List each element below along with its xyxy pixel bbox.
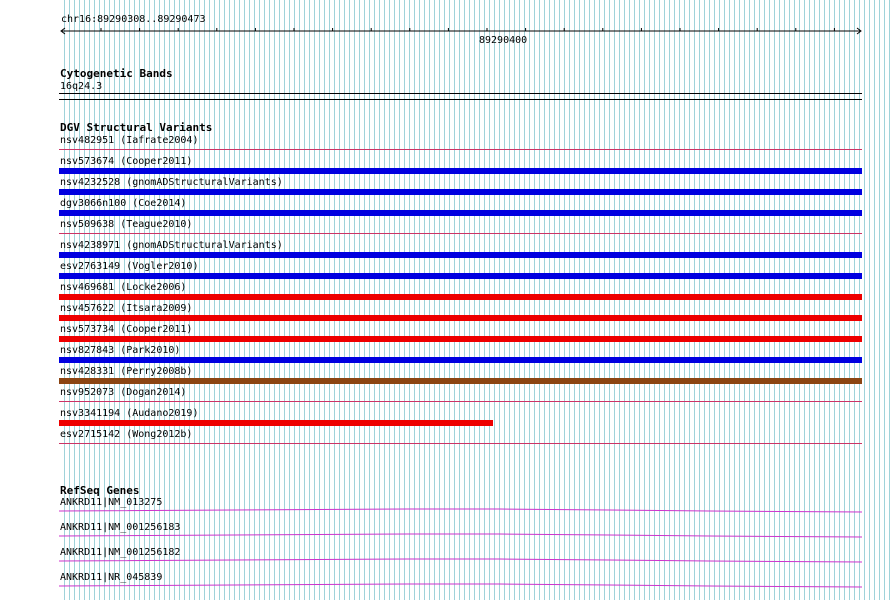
- cytoband-track-title[interactable]: Cytogenetic Bands: [60, 67, 173, 80]
- refseq-gene-label[interactable]: ANKRD11|NM_013275: [60, 497, 163, 508]
- dgv-variant-bar[interactable]: [59, 273, 862, 279]
- dgv-variant-label[interactable]: nsv573734 (Cooper2011): [60, 324, 193, 335]
- dgv-variant-bar[interactable]: [59, 294, 862, 300]
- dgv-variant-bar[interactable]: [59, 315, 862, 321]
- dgv-variant-label[interactable]: nsv428331 (Perry2008b): [60, 366, 193, 377]
- refseq-gene-model[interactable]: [59, 531, 862, 545]
- dgv-variant-label[interactable]: nsv4232528 (gnomADStructuralVariants): [60, 177, 283, 188]
- dgv-variant-label[interactable]: esv2763149 (Vogler2010): [60, 261, 199, 272]
- dgv-variant-label[interactable]: nsv3341194 (Audano2019): [60, 408, 199, 419]
- dgv-variant-label[interactable]: nsv509638 (Teague2010): [60, 219, 193, 230]
- dgv-variant-label[interactable]: dgv3066n100 (Coe2014): [60, 198, 187, 209]
- refseq-gene-label[interactable]: ANKRD11|NR_045839: [60, 572, 163, 583]
- ruler-tick-label: 89290400: [479, 35, 528, 46]
- dgv-variant-line[interactable]: [59, 149, 862, 150]
- dgv-variant-label[interactable]: nsv573674 (Cooper2011): [60, 156, 193, 167]
- refseq-gene-model[interactable]: [59, 556, 862, 570]
- dgv-variant-label[interactable]: esv2715142 (Wong2012b): [60, 429, 193, 440]
- refseq-gene-model[interactable]: [59, 506, 862, 520]
- cytoband-label: 16q24.3: [60, 81, 103, 92]
- dgv-variant-label[interactable]: nsv952073 (Dogan2014): [60, 387, 187, 398]
- dgv-variant-bar[interactable]: [59, 378, 862, 384]
- cytoband-line-lower: [59, 99, 862, 100]
- dgv-variant-bar[interactable]: [59, 336, 862, 342]
- cytoband-line[interactable]: [59, 93, 862, 94]
- dgv-variant-bar[interactable]: [59, 168, 862, 174]
- dgv-variant-line[interactable]: [59, 233, 862, 234]
- position-ruler[interactable]: [60, 25, 862, 37]
- dgv-variant-label[interactable]: nsv457622 (Itsara2009): [60, 303, 193, 314]
- refseq-gene-label[interactable]: ANKRD11|NM_001256183: [60, 522, 181, 533]
- dgv-variant-bar[interactable]: [59, 189, 862, 195]
- refseq-track-title[interactable]: RefSeq Genes: [60, 484, 140, 497]
- refseq-gene-label[interactable]: ANKRD11|NM_001256182: [60, 547, 181, 558]
- refseq-gene-model[interactable]: [59, 581, 862, 595]
- dgv-variant-bar[interactable]: [59, 210, 862, 216]
- dgv-variant-line[interactable]: [59, 443, 862, 444]
- dgv-variant-label[interactable]: nsv469681 (Locke2006): [60, 282, 187, 293]
- dgv-variant-bar[interactable]: [59, 357, 862, 363]
- dgv-variant-label[interactable]: nsv4238971 (gnomADStructuralVariants): [60, 240, 283, 251]
- dgv-variant-label[interactable]: nsv482951 (Iafrate2004): [60, 135, 199, 146]
- dgv-variant-bar[interactable]: [59, 420, 493, 426]
- dgv-variant-bar[interactable]: [59, 252, 862, 258]
- dgv-track-title[interactable]: DGV Structural Variants: [60, 121, 213, 134]
- dgv-variant-label[interactable]: nsv827843 (Park2010): [60, 345, 181, 356]
- location-label: chr16:89290308..89290473: [61, 14, 206, 25]
- dgv-variant-line[interactable]: [59, 401, 862, 402]
